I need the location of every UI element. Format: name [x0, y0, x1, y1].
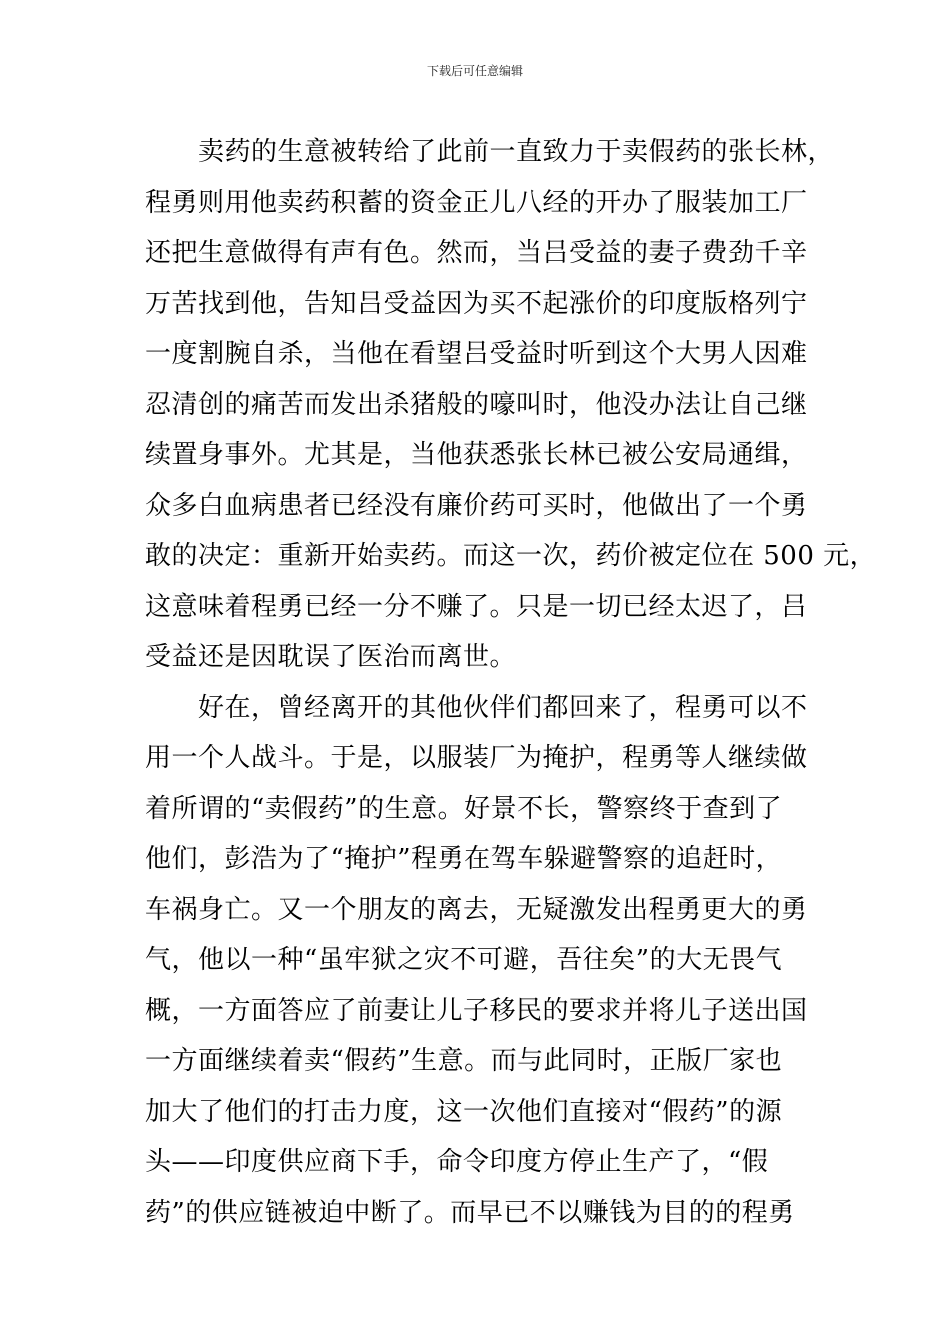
- text-line: 续置身事外。尤其是，当他获悉张长林已被公安局通缉，: [145, 440, 808, 470]
- text-line: 敢的决定：重新开始卖药。而这一次，药价被定位在 500 元，: [145, 541, 877, 571]
- text-line: 万苦找到他，告知吕受益因为买不起涨价的印度版格列宁: [145, 288, 808, 319]
- text-line: 程勇则用他卖药积蓄的资金正儿八经的开办了服装加工厂: [145, 187, 808, 218]
- text-line: 一度割腕自杀，当他在看望吕受益时听到这个大男人因难: [145, 339, 808, 369]
- text-line: 气，他以一种“虽牢狱之灾不可避，吾往矣”的大无畏气: [145, 945, 783, 975]
- page-header: 下载后可任意编辑: [426, 64, 523, 78]
- text-line: 这意味着程勇已经一分不赚了。只是一切已经太迟了，吕: [145, 591, 808, 622]
- text-line: 概，一方面答应了前妻让儿子移民的要求并将儿子送出国: [145, 995, 808, 1026]
- text-line: 受益还是因耽误了医治而离世。: [145, 642, 517, 672]
- text-line: 卖药的生意被转给了此前一直致力于卖假药的张长林，: [145, 137, 835, 167]
- body-text: [145, 127, 877, 1238]
- text-line: 着所谓的“卖假药”的生意。好景不长，警察终于查到了: [145, 793, 783, 824]
- text-line: 好在，曾经离开的其他伙伴们都回来了，程勇可以不: [145, 692, 808, 723]
- text-line: 药”的供应链被迫中断了。而早已不以赚钱为目的的程勇: [145, 1197, 795, 1228]
- text-line: 众多白血病患者已经没有廉价药可买时，他做出了一个勇: [145, 490, 808, 521]
- text-line: 他们，彭浩为了“掩护”程勇在驾车躲避警察的追赶时，: [145, 844, 783, 874]
- text-line: 车祸身亡。又一个朋友的离去，无疑激发出程勇更大的勇: [145, 894, 808, 925]
- text-line: 加大了他们的打击力度，这一次他们直接对“假药”的源: [145, 1096, 783, 1127]
- text-line: 忍清创的痛苦而发出杀猪般的嚎叫时，他没办法让自己继: [145, 389, 808, 420]
- text-line: 用一个人战斗。于是，以服装厂为掩护，程勇等人继续做: [145, 743, 808, 773]
- text-line: 头——印度供应商下手，命令印度方停止生产了，“假: [145, 1147, 769, 1177]
- text-line: 一方面继续着卖“假药”生意。而与此同时，正版厂家也: [145, 1046, 783, 1076]
- text-line: 还把生意做得有声有色。然而，当吕受益的妻子费劲千辛: [145, 238, 808, 268]
